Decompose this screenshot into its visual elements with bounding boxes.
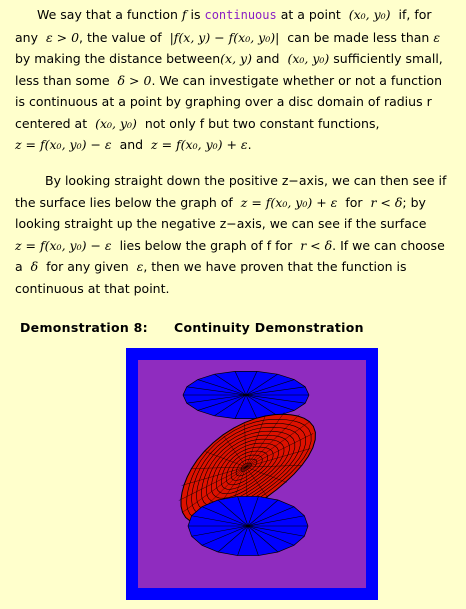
math-f: f (181, 7, 187, 22)
text: if, for any (15, 7, 432, 45)
math-r-less-delta: r < δ (300, 237, 333, 253)
investigation-paragraph (15, 170, 455, 299)
text: for (345, 194, 363, 210)
math-delta: δ (30, 259, 39, 274)
text: lies below the graph of f for (119, 237, 293, 253)
math-point: (x₀, y₀) (95, 115, 137, 131)
math-lower-plane-eq: z = f(x₀, y₀) − ε (15, 137, 112, 152)
demo-title: Continuity Demonstration (173, 320, 364, 335)
text: and (119, 137, 144, 152)
text: By looking straight down the positive z−axis, we can then see if the surface lies below the graph of (15, 173, 447, 210)
text: , then we have proven that the function is continuous at that point. (15, 259, 407, 296)
math-epsilon: ε (136, 259, 144, 274)
math-upper-plane-eq: z = f(x₀, y₀) + ε (240, 194, 338, 210)
math-epsilon: ε (433, 29, 441, 45)
math-absolute-difference: |f(x, y) − f(x₀, y₀)| (169, 29, 280, 45)
text: ; by looking straight up the negative z−axis, we can see if the surface (15, 194, 427, 231)
continuous-link[interactable]: continuous (204, 8, 277, 22)
upper-plane-disc (183, 371, 309, 418)
continuity-demo-applet[interactable] (126, 348, 378, 600)
math-epsilon-positive: ε > 0 (45, 29, 80, 45)
math-lower-plane-eq: z = f(x₀, y₀) − ε (15, 237, 112, 253)
lower-plane-disc (188, 496, 308, 555)
text: . We can investigate whether or not a function is continuous at a point by graphing over a disc domain of radius r centered at (15, 72, 442, 131)
text: at a point (280, 7, 341, 22)
text: not only f but two constant functions, (144, 115, 380, 131)
text: can be made less than (287, 29, 430, 45)
text: . If we can choose a (15, 237, 445, 274)
text: and (255, 51, 280, 66)
math-point: (x₀, y₀) (348, 7, 391, 22)
math-upper-plane-eq: z = f(x₀, y₀) + ε (151, 137, 248, 152)
text: sufficiently small, less than some (15, 51, 443, 88)
text: . (247, 137, 252, 152)
math-delta-positive: δ > 0 (117, 72, 152, 88)
math-point: (x₀, y₀) (287, 51, 330, 66)
continuity-definition-paragraph (15, 4, 455, 156)
text: We say that a function (37, 7, 178, 22)
text: for any given (46, 259, 129, 274)
math-xy: (x, y) (220, 51, 252, 66)
text: by making the distance between (15, 51, 221, 66)
demo-heading (20, 320, 364, 335)
demo-graphic (126, 348, 378, 600)
math-r-less-delta: r < δ (370, 194, 403, 210)
text: is (190, 7, 201, 22)
text: , the value of (79, 29, 162, 45)
demo-label: Demonstration 8: (20, 320, 148, 335)
